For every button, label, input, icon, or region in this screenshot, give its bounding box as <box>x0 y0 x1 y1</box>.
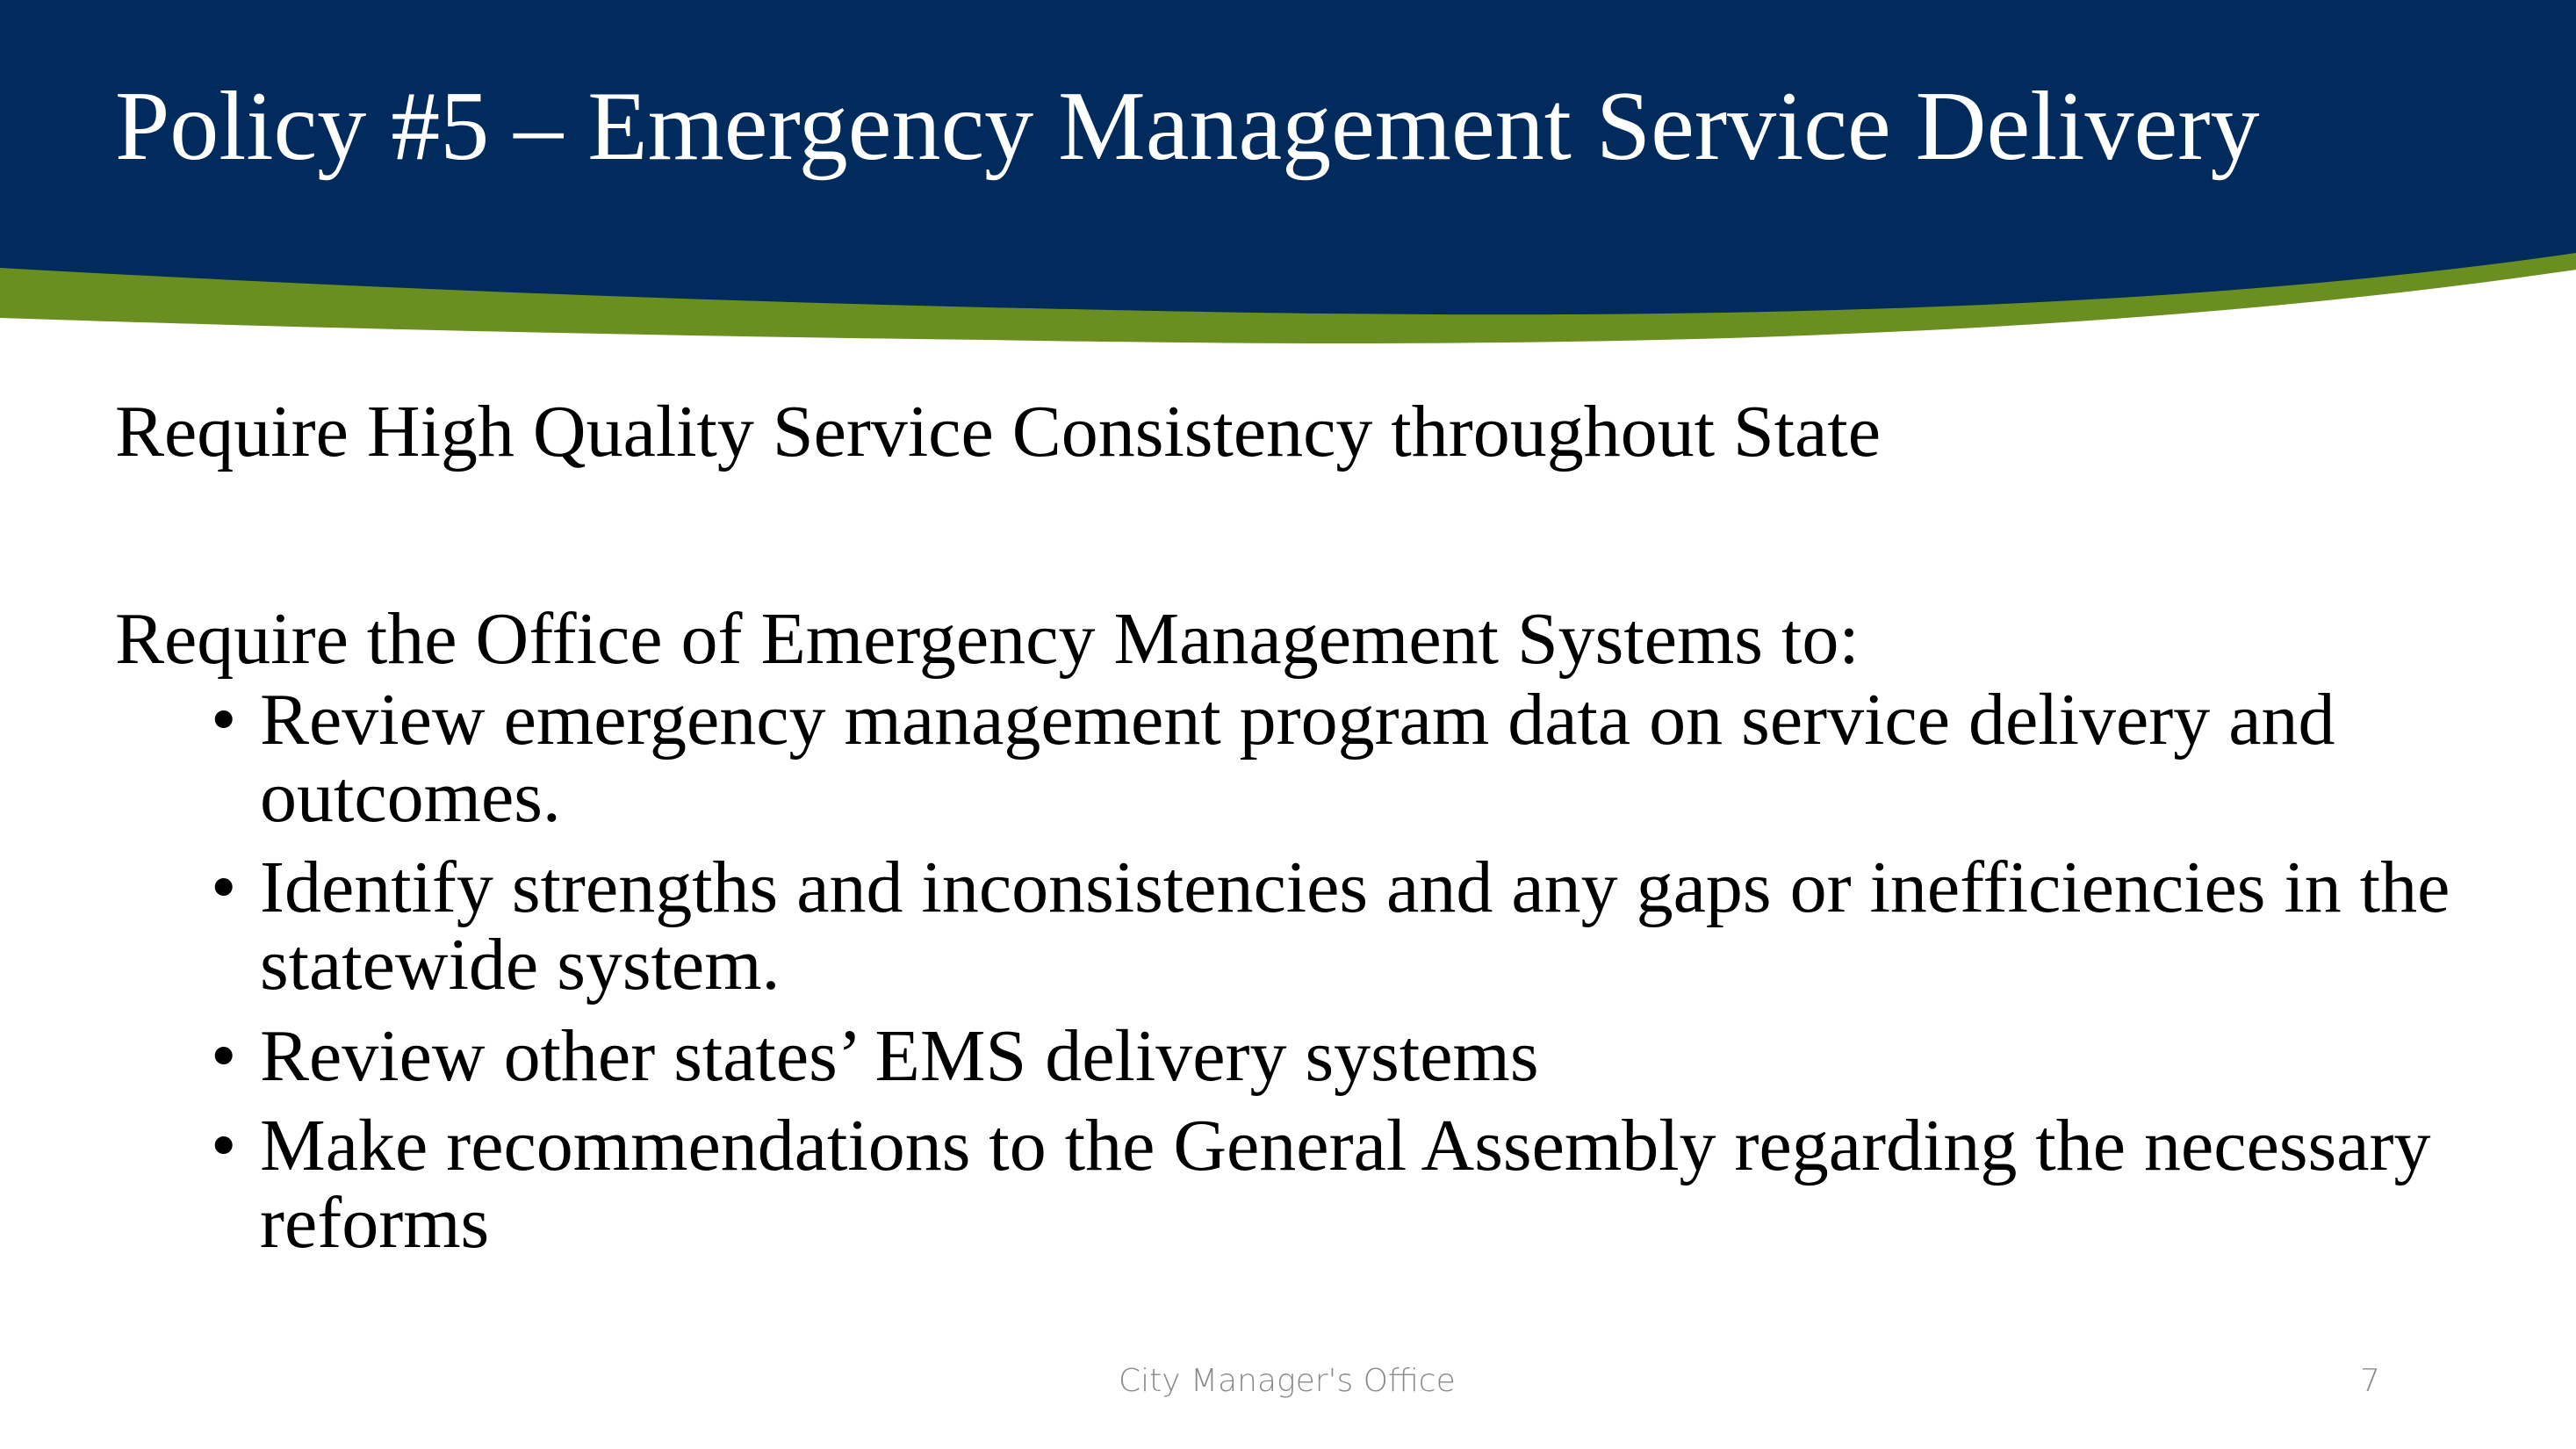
bullet-text: Review other states’ EMS delivery systems <box>260 1015 1539 1097</box>
bullet-text: Review emergency management program data on service delivery and outcomes. <box>260 679 2335 838</box>
bullet-text: Identify strengths and inconsistencies and any gaps or inefficiencies in the statewide system. <box>260 847 2450 1006</box>
bullet-icon: • <box>211 1015 237 1097</box>
slide-title: Policy #5 – Emergency Management Service Delivery <box>115 72 2260 181</box>
bullet-icon: • <box>211 847 237 928</box>
heading-service-consistency: Require High Quality Service Consistency throughout State <box>115 391 1881 472</box>
heading-office-requirements: Require the Office of Emergency Management Systems to: <box>115 598 1860 680</box>
footer-text: City Manager's Office <box>1119 1363 1456 1399</box>
bullet-icon: • <box>211 679 237 761</box>
bullet-icon: • <box>211 1105 237 1186</box>
page-number: 7 <box>2360 1363 2380 1399</box>
bullet-text: Make recommendations to the General Assembly regarding the necessary reforms <box>260 1105 2431 1264</box>
